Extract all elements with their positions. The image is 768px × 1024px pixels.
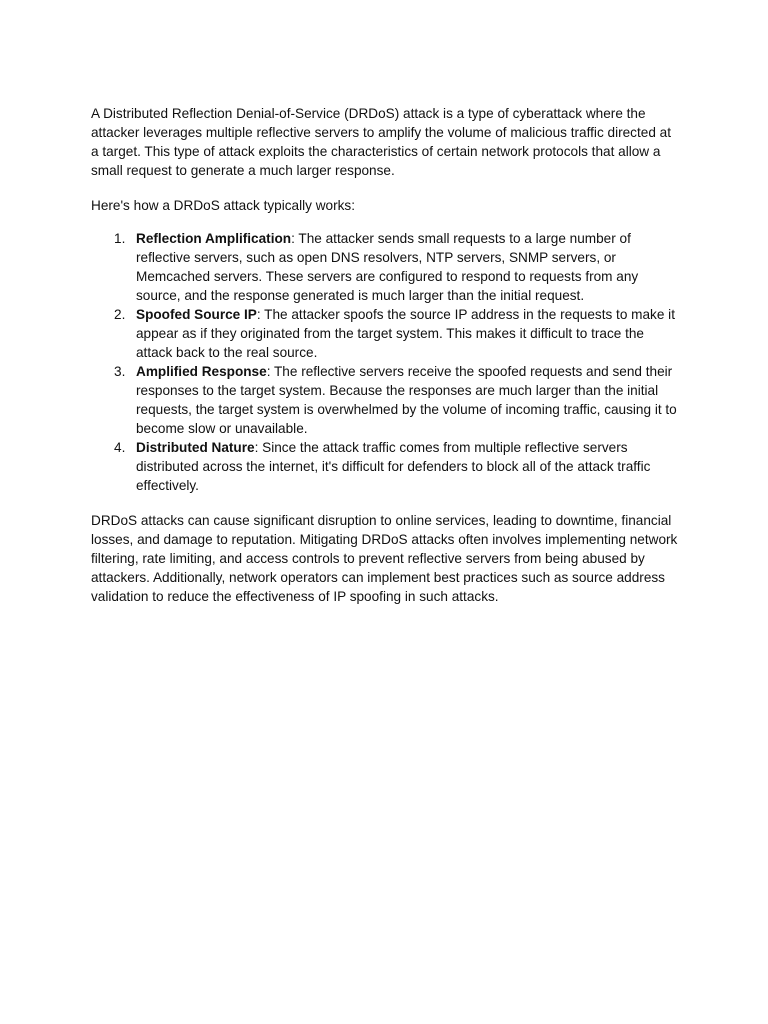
list-item-text: : The attacker sends small requests to a large number of reflective servers, such as open DNS resolvers, NTP servers, SNMP servers, or Memcached servers. These servers are configured to respond to requests from any source, and the response generated is much larger than the initial request. [136,231,639,303]
list-item-distributed-nature [136,438,681,495]
list-item-term: Spoofed Source IP [136,307,257,322]
list-item-spoofed-source-ip [136,305,681,362]
list-item-reflection-amplification [136,229,681,305]
list-item-text: : The reflective servers receive the spoofed requests and send their responses to the target system. Because the responses are much larger than the initial requests, the target system is overwhelmed by the volume of incoming traffic, causing it to become slow or unavailable. [136,364,677,436]
steps-list [91,229,681,495]
list-item-text: : Since the attack traffic comes from multiple reflective servers distributed across the internet, it's difficult for defenders to block all of the attack traffic effectively. [136,440,651,493]
list-item-term: Distributed Nature [136,440,255,455]
document-page [91,104,681,606]
list-item-amplified-response [136,362,681,438]
conclusion-paragraph: DRDoS attacks can cause significant disruption to online services, leading to downtime, financial losses, and damage to reputation. Mitigating DRDoS attacks often involves implementing network filtering, rate limiting, and access controls to prevent reflective servers from being abused by attackers. Additionally, network operators can implement best practices such as source address validation to reduce the effectiveness of IP spoofing in such attacks. [91,513,678,604]
intro-paragraph: A Distributed Reflection Denial-of-Service (DRDoS) attack is a type of cyberattack where the attacker leverages multiple reflective servers to amplify the volume of malicious traffic directed at a target. This type of attack exploits the characteristics of certain network protocols that allow a small request to generate a much larger response. [91,106,671,178]
list-item-term: Reflection Amplification [136,231,292,246]
lead-paragraph: Here's how a DRDoS attack typically works: [91,198,355,213]
list-item-term: Amplified Response [136,364,267,379]
list-item-text: : The attacker spoofs the source IP address in the requests to make it appear as if they originated from the target system. This makes it difficult to trace the attack back to the real source. [136,307,675,360]
